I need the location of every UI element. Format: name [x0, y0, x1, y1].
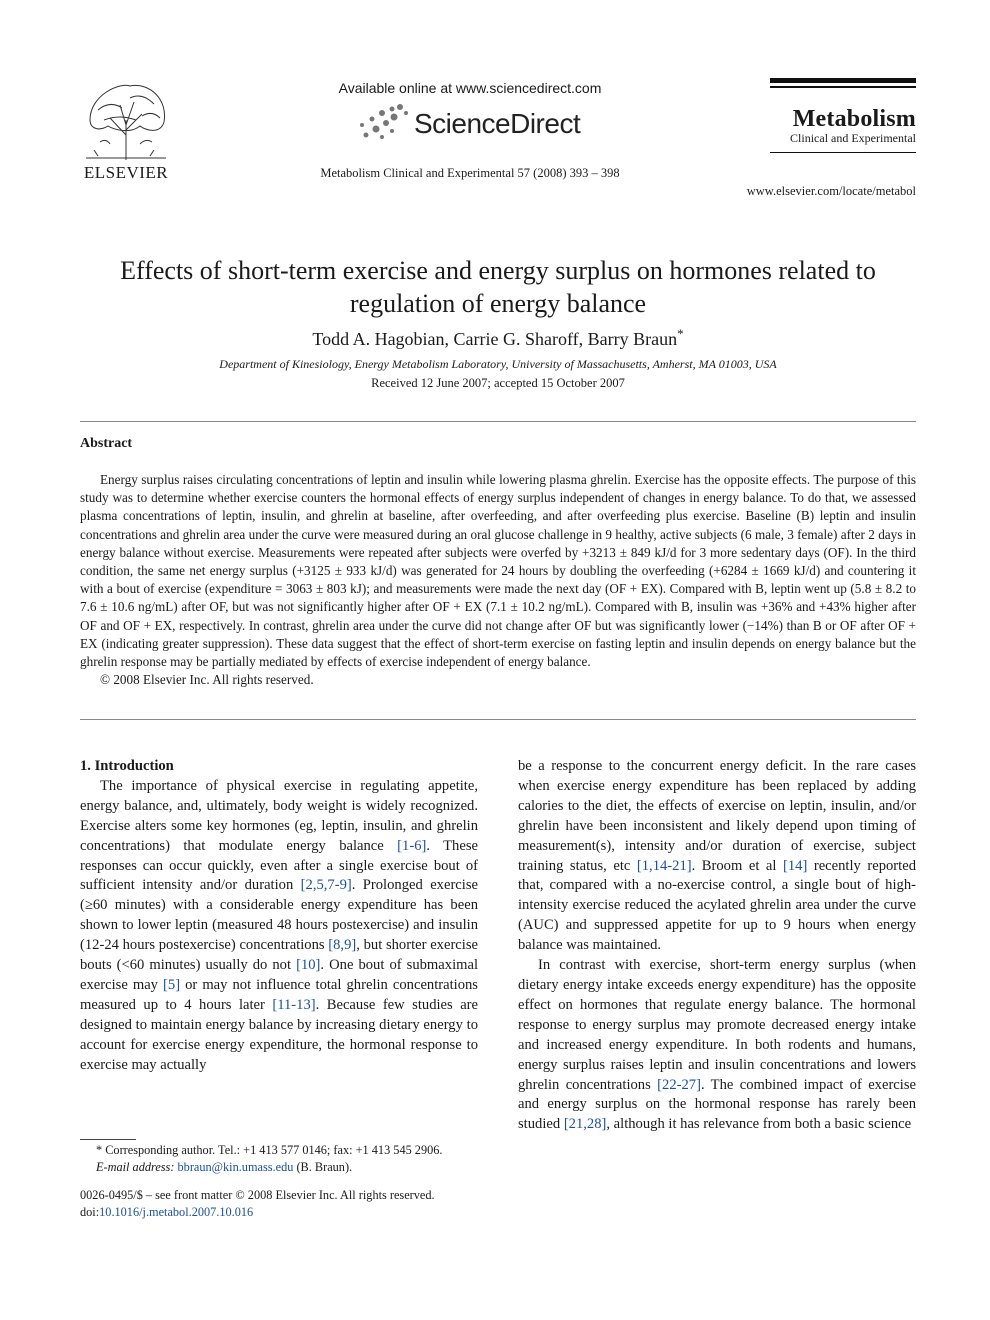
journal-subtitle: Clinical and Experimental [790, 130, 916, 145]
email-link[interactable]: bbraun@kin.umass.edu [177, 1160, 294, 1174]
received-dates: Received 12 June 2007; accepted 15 October 2007 [371, 376, 625, 390]
divider [80, 421, 916, 422]
text-run: . Because few studies are designed to maintain energy balance by increasing dietary energy to account for exercise energy expenditure, the hormonal response to exercise may actually [80, 996, 479, 1073]
text-run: . Prolonged exercise (≥60 minutes) with a considerable energy expenditure has been shown to lower leptin (measured 48 hours postexercise) and insulin (12-24 hours postexercise) concentrations [80, 877, 478, 954]
title-line-1: Effects of short-term exercise and energy surplus on hormones related to [120, 256, 876, 285]
front-matter-text: 0026-0495/$ – see front matter © 2008 Elsevier Inc. All rights reserved. [80, 1188, 435, 1202]
paragraph [518, 757, 916, 956]
text-run: In contrast with exercise, short-term energy surplus (when dietary energy intake exceeds energy expenditure) has the opposite effect on hormones that regulate energy balance. The hormonal response to energy surplus may promote decreased energy intake and increased energy expenditure. In both rodents and humans, energy surplus raises leptin and insulin concentrations and lowers ghrelin concentrations [518, 957, 916, 1093]
text-run: or may not influence total ghrelin concentrations measured up to 4 hours later [80, 976, 478, 1013]
affiliation: Department of Kinesiology, Energy Metabolism Laboratory, University of Massachusetts, Amherst, MA 01003, USA [219, 357, 777, 371]
text-run: The importance of physical exercise in regulating appetite, energy balance, and, ultimately, body weight is widely recognized. Exercise alters some key hormones (eg, leptin, insulin, and ghrelin concentrations) that modulate energy balance [80, 777, 478, 854]
reference-link[interactable]: [22-27] [657, 1076, 701, 1093]
sciencedirect-dots-icon [352, 103, 412, 143]
footnote [80, 1142, 478, 1176]
author-list [80, 326, 916, 350]
reference-link[interactable]: [10] [296, 957, 321, 974]
email-line [80, 1159, 478, 1176]
reference-link[interactable]: [14] [782, 857, 808, 874]
title-line-2: regulation of energy balance [349, 289, 647, 318]
reference-link[interactable]: [21,28] [563, 1116, 607, 1133]
elsevier-tree-icon [80, 80, 172, 162]
masthead-rule [770, 86, 916, 88]
divider [80, 719, 916, 720]
reference-link[interactable]: [8,9] [328, 937, 357, 954]
reference-link[interactable]: [5] [163, 976, 181, 993]
text-run: . Broom et al [691, 857, 783, 874]
journal-citation: Metabolism Clinical and Experimental 57 (2008) 393 – 398 [320, 166, 620, 180]
paragraph [80, 777, 478, 1076]
abstract-heading: Abstract [80, 436, 133, 451]
text-run: , but shorter exercise bouts (<60 minutes) usually do not [80, 937, 478, 974]
section-heading: 1. Introduction [80, 758, 174, 774]
front-matter [80, 1187, 478, 1221]
authors: Todd A. Hagobian, Carrie G. Sharoff, Barry Braun [312, 329, 678, 349]
doi-label: doi: [80, 1205, 100, 1219]
masthead-rule [770, 152, 916, 154]
masthead-rule [770, 78, 916, 83]
email-label: E-mail address: [96, 1160, 175, 1174]
text-run: be a response to the concurrent energy deficit. In the rare cases when exercise energy expenditure has been replaced by adding calories to the diet, the effects of exercise on leptin, insulin, and/or ghrelin have been inconsistent and likely depend upon timing of measurement(s), intensity and/or duration of exercise, subject training status, etc [518, 758, 916, 874]
right-column [518, 757, 916, 1135]
email-owner: (B. Braun). [293, 1160, 353, 1174]
abstract-copyright: © 2008 Elsevier Inc. All rights reserved. [100, 672, 314, 688]
publisher-name: ELSEVIER [83, 163, 169, 182]
sciencedirect-wordmark: ScienceDirect [414, 108, 581, 139]
text-run: recently reported that, compared with a no-exercise control, a single bout of high-intensity exercise reduced the acylated ghrelin area under the curve (AUC) and suppressed appetite for up to 9 hours when energy balance was maintained. [518, 857, 916, 954]
journal-url[interactable]: www.elsevier.com/locate/metabol [746, 184, 916, 198]
reference-link[interactable]: [1,14-21] [636, 857, 692, 874]
text-run: . The combined impact of exercise and energy surplus on the hormonal response has rarely been studied [518, 1076, 916, 1133]
text-run: . These responses can occur quickly, even after a single exercise bout of sufficient intensity and/or duration [80, 837, 478, 894]
abstract-body [80, 471, 916, 689]
text-run: . One bout of submaximal exercise may [80, 957, 479, 993]
sciencedirect-logo [352, 103, 592, 143]
doi-link[interactable]: 10.1016/j.metabol.2007.10.016 [99, 1205, 254, 1219]
reference-link[interactable]: [11-13] [272, 996, 316, 1013]
journal-masthead [770, 78, 916, 153]
article-title [80, 254, 916, 320]
reference-link[interactable]: [1-6] [397, 837, 427, 854]
text-run: , although it has relevance from both a basic science [606, 1116, 912, 1133]
corresponding-author-note: * Corresponding author. Tel.: +1 413 577 0146; fax: +1 413 545 2906. [96, 1143, 443, 1157]
footnote-rule [80, 1139, 136, 1140]
reference-link[interactable]: [2,5,7-9] [300, 877, 352, 894]
paragraph [518, 956, 916, 1135]
elsevier-logo [80, 80, 172, 180]
abstract-text: Energy surplus raises circulating concentrations of leptin and insulin while lowering plasma ghrelin. Exercise has the opposite effects. The purpose of this study was to determine whether exercise counters the hormonal effects of energy surplus independent of changes in energy balance. To do that, we assessed plasma concentrations of leptin, insulin, and ghrelin at baseline, after overfeeding, and after overfeeding plus exercise. Baseline (B) leptin and insulin concentrations and ghrelin area under the curve were measured during an oral glucose challenge in 9 healthy, active subjects (6 male, 3 female) after 2 days in energy balance without exercise. Measurements were repeated after subjects were overfed by +3213 ± 849 kJ/d for 3 more sedentary days (OF). In the third condition, the same net energy surplus (+3125 ± 933 kJ/d) was generated for 24 hours by doubling the overfeeding (+6284 ± 1669 kJ/d) and countering it with a bout of exercise (expenditure = 3063 ± 803 kJ); and measurements were made the next day (OF + EX). Compared with B, leptin went up (5.8 ± 8.2 to 7.6 ± 10.6 ng/mL) after OF, but was not significantly higher after OF + EX (7.1 ± 10.2 ng/mL). Compared with B, insulin was +36% and +43% higher after OF and OF + EX, respectively. In contrast, ghrelin area under the curve did not change after OF but was significantly lower (−14%) than B or OF after OF + EX (indicating greater suppression). These data suggest that the effect of short-term exercise on fasting leptin and insulin depends on energy balance but the ghrelin response may be partially mediated by effects of exercise independent of energy balance. [80, 472, 916, 670]
journal-title: Metabolism [792, 105, 916, 132]
doi-line [80, 1204, 478, 1221]
corresponding-author-mark[interactable]: * [677, 326, 684, 341]
left-column [80, 757, 478, 1076]
available-online-text: Available online at www.sciencedirect.com [338, 80, 602, 96]
